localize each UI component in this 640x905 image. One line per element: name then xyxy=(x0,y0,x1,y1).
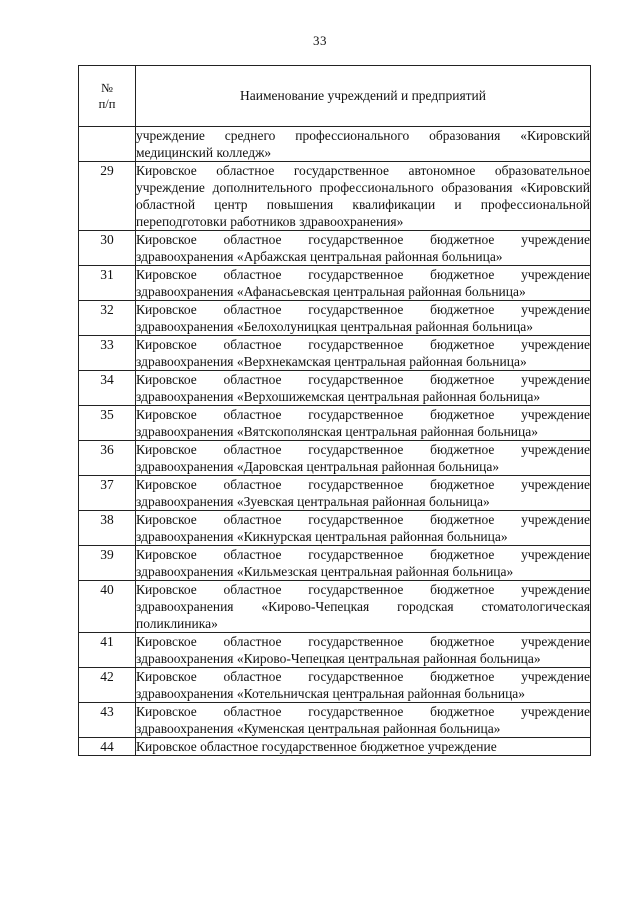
row-number: 34 xyxy=(79,371,136,406)
row-number: 33 xyxy=(79,336,136,371)
column-header-name: Наименование учреждений и предприятий xyxy=(136,66,591,127)
table-row xyxy=(79,336,591,371)
institution-name: Кировское областное государственное бюджетное учреждение здравоохранения «Кирово-Чепецкая городская стоматологическая поликлиника» xyxy=(136,582,590,631)
institution-name: Кировское областное государственное бюджетное учреждение здравоохранения «Белохолуницкая центральная районная больница» xyxy=(136,302,590,334)
table-row xyxy=(79,371,591,406)
row-number: 37 xyxy=(79,476,136,511)
institution-name: Кировское областное государственное бюджетное учреждение здравоохранения «Кильмезская центральная районная больница» xyxy=(136,547,590,579)
row-number: 29 xyxy=(79,162,136,231)
institution-name: Кировское областное государственное бюджетное учреждение здравоохранения «Афанасьевская центральная районная больница» xyxy=(136,267,590,299)
institution-name: Кировское областное государственное бюджетное учреждение здравоохранения «Кирово-Чепецкая центральная районная больница» xyxy=(136,634,590,666)
row-number: 42 xyxy=(79,668,136,703)
institution-name: Кировское областное государственное бюджетное учреждение здравоохранения «Кикнурская центральная районная больница» xyxy=(136,512,590,544)
institution-name: Кировское областное государственное бюджетное учреждение здравоохранения «Котельничская центральная районная больница» xyxy=(136,669,590,701)
page-number: 33 xyxy=(313,33,327,48)
row-number: 36 xyxy=(79,441,136,476)
institution-name: Кировское областное государственное бюджетное учреждение xyxy=(136,738,591,756)
table-row xyxy=(79,406,591,441)
table-row xyxy=(79,127,591,162)
table-row xyxy=(79,266,591,301)
row-number: 30 xyxy=(79,231,136,266)
institution-name: Кировское областное государственное бюджетное учреждение здравоохранения «Арбажская центральная районная больница» xyxy=(136,232,590,264)
institution-name: Кировское областное государственное бюджетное учреждение здравоохранения «Вятскополянская центральная районная больница» xyxy=(136,407,590,439)
row-number: 43 xyxy=(79,703,136,738)
row-number: 41 xyxy=(79,633,136,668)
row-number: 38 xyxy=(79,511,136,546)
table-row xyxy=(79,441,591,476)
number-symbol: № xyxy=(101,81,113,95)
table-row xyxy=(79,668,591,703)
row-number xyxy=(79,127,136,162)
table-header-row xyxy=(79,66,591,127)
institution-name: Кировское областное государственное бюджетное учреждение здравоохранения «Верхошижемская центральная районная больница» xyxy=(136,372,590,404)
table-row xyxy=(79,301,591,336)
table-row xyxy=(79,162,591,231)
row-number: 39 xyxy=(79,546,136,581)
row-number: 44 xyxy=(79,738,136,756)
row-number: 40 xyxy=(79,581,136,633)
table-row xyxy=(79,546,591,581)
column-header-number xyxy=(79,66,136,127)
institutions-table xyxy=(78,65,591,756)
table-row xyxy=(79,476,591,511)
institution-name: учреждение среднего профессионального образования «Кировский медицинский колледж» xyxy=(136,128,590,160)
table-row xyxy=(79,738,591,756)
institution-name: Кировское областное государственное автономное образовательное учреждение дополнительного профессионального образования «Кировский областной центр повышения квалификации и профессиональной переподготовки работников здравоохранения» xyxy=(136,163,590,229)
table-row xyxy=(79,703,591,738)
table-row xyxy=(79,511,591,546)
number-subheading: п/п xyxy=(98,97,116,111)
table-row xyxy=(79,633,591,668)
row-number: 32 xyxy=(79,301,136,336)
row-number: 35 xyxy=(79,406,136,441)
row-number: 31 xyxy=(79,266,136,301)
table-row xyxy=(79,231,591,266)
table-row xyxy=(79,581,591,633)
institution-name: Кировское областное государственное бюджетное учреждение здравоохранения «Даровская центральная районная больница» xyxy=(136,442,590,474)
institution-name: Кировское областное государственное бюджетное учреждение здравоохранения «Зуевская центральная районная больница» xyxy=(136,477,590,509)
institution-name: Кировское областное государственное бюджетное учреждение здравоохранения «Куменская центральная районная больница» xyxy=(136,704,590,736)
institution-name: Кировское областное государственное бюджетное учреждение здравоохранения «Верхнекамская центральная районная больница» xyxy=(136,337,590,369)
